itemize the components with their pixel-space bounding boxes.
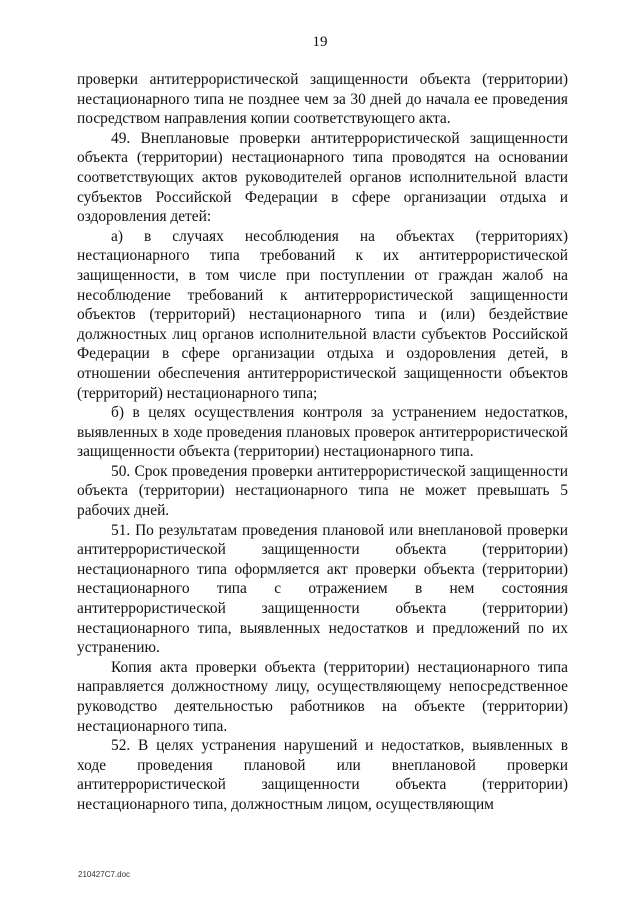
document-body: [77, 70, 568, 815]
footer-file-code: 210427C7.doc: [78, 870, 131, 879]
paragraph-49: 49. Внеплановые проверки антитеррористической защищенности объекта (территории) нестационарного типа проводятся на основании соответствующих актов руководителей органов исполнительной власти субъектов Российской Федерации в сфере организации отдыха и оздоровления детей:: [77, 129, 568, 226]
paragraph-49-b: б) в целях осуществления контроля за устранением недостатков, выявленных в ходе проведения плановых проверок антитеррористической защищенности объекта (территории) нестационарного типа.: [77, 404, 568, 461]
paragraph-continuation: проверки антитеррористической защищенности объекта (территории) нестационарного типа не позднее чем за 30 дней до начала ее проведения посредством направления копии соответствующего акта.: [77, 71, 568, 128]
paragraph-52: 52. В целях устранения нарушений и недостатков, выявленных в ходе проведения плановой или внеплановой проверки антитеррористической защищенности объекта (территории) нестационарного типа, должностным лицом, осуществляющим: [77, 737, 568, 813]
paragraph-49-a: а) в случаях несоблюдения на объектах (территориях) нестационарного типа требований к их антитеррористической защищенности, в том числе при поступлении от граждан жалоб на несоблюдение требований к антитеррористической защищенности объектов (территорий) нестационарного типа и (или) бездействие должностных лиц органов исполнительной власти субъектов Российской Федерации в сфере организации отдыха и оздоровления детей, в отношении обеспечения антитеррористической защищенности объектов (территорий) нестационарного типа;: [77, 227, 568, 402]
paragraph-51-copy: Копия акта проверки объекта (территории) нестационарного типа направляется должностному лицу, осуществляющему непосредственное руководство деятельностью работников на объекте (территории) нестационарного типа.: [77, 658, 568, 735]
paragraph-50: 50. Срок проведения проверки антитеррористической защищенности объекта (территории) нестационарного типа не может превышать 5 рабочих дней.: [77, 462, 568, 520]
page-number: 19: [312, 34, 328, 50]
paragraph-51: 51. По результатам проведения плановой или внеплановой проверки антитеррористической защищенности объекта (территории) нестационарного типа оформляется акт проверки объекта (территории) нестационарного типа с отражением в нем состояния антитеррористической защищенности объекта (территории) нестационарного типа, выявленных недостатков и предложений по их устранению.: [77, 521, 568, 657]
